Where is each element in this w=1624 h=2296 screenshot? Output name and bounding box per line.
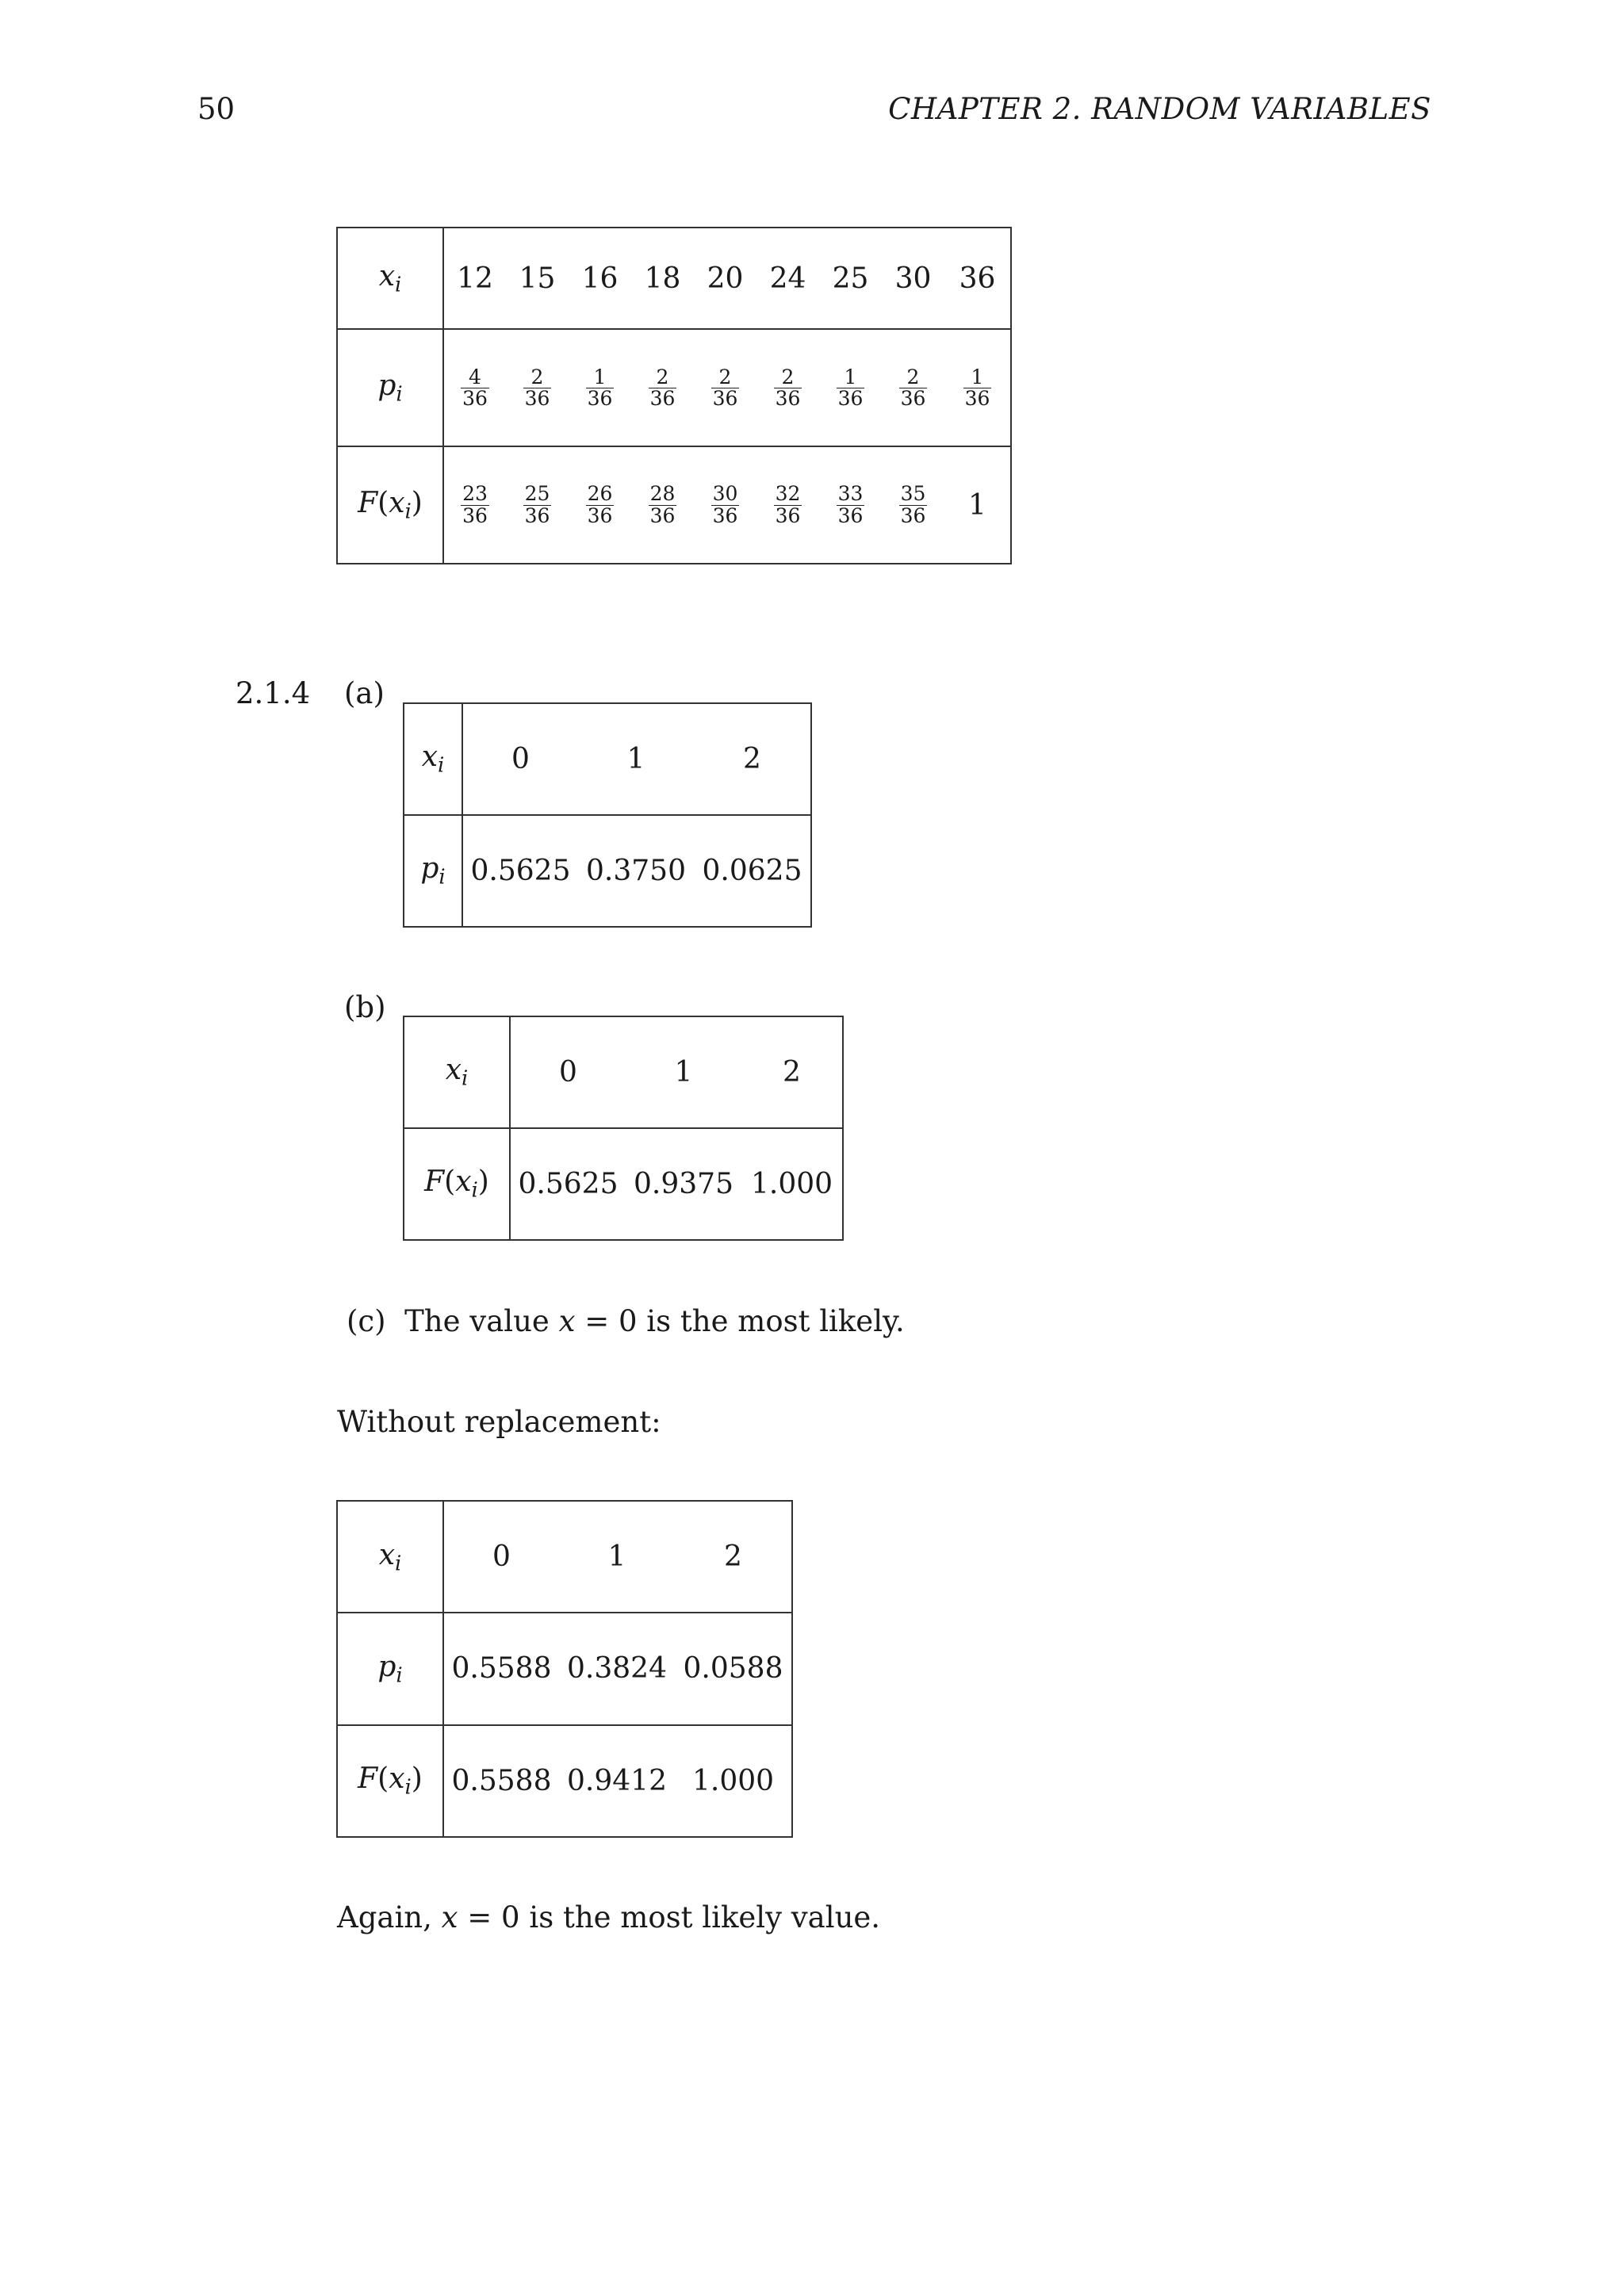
x-value: 30 <box>894 262 932 295</box>
without-replacement-heading: Without replacement: <box>337 1405 661 1439</box>
p-value: $\frac{2}{36}$ <box>756 329 819 446</box>
table-part-a <box>403 702 812 928</box>
p-value: 0.0625 <box>694 815 811 927</box>
F-row-header: $F(x_i)$ <box>404 1128 510 1240</box>
p-value: $\frac{2}{36}$ <box>694 329 756 446</box>
p-row-header: $p_i$ <box>404 815 462 927</box>
problem-number: 2.1.4 <box>236 676 311 710</box>
conclusion-text: Again, <box>337 1900 442 1934</box>
part-c-statement <box>347 1304 905 1338</box>
x-value: 2 <box>783 1056 801 1089</box>
x-value: 0 <box>492 1540 511 1574</box>
F-value: 1.000 <box>675 1725 792 1837</box>
conclusion-variable: x <box>441 1900 458 1934</box>
conclusion-equation: = 0 <box>458 1900 520 1934</box>
x-value: 36 <box>959 262 996 295</box>
x-row <box>337 228 1011 329</box>
F-value: $\frac{28}{36}$ <box>631 446 694 564</box>
x-value: 2 <box>743 743 761 775</box>
F-value: $\frac{35}{36}$ <box>882 446 944 564</box>
p-row-header: $p_i$ <box>337 1613 443 1724</box>
page-number: 50 <box>197 92 236 126</box>
x-value: 2 <box>724 1540 742 1574</box>
p-value: $\frac{1}{36}$ <box>569 329 631 446</box>
p-value: $\frac{2}{36}$ <box>882 329 944 446</box>
x-row-header: $x_i$ <box>404 1016 510 1128</box>
x-value: 0 <box>511 743 530 775</box>
p-row-header: $p_i$ <box>337 329 443 446</box>
F-value: $\frac{33}{36}$ <box>819 446 882 564</box>
x-row <box>337 1501 792 1613</box>
F-value: $\frac{23}{36}$ <box>443 446 506 564</box>
F-value: $\frac{32}{36}$ <box>756 446 819 564</box>
x-row-header: $x_i$ <box>337 228 443 329</box>
F-value: 1 <box>944 446 1011 564</box>
x-value: 1 <box>626 743 645 775</box>
p-value: $\frac{2}{36}$ <box>631 329 694 446</box>
p-value: 0.5625 <box>462 815 578 927</box>
x-row-header: $x_i$ <box>404 703 462 815</box>
F-value: 1.000 <box>741 1128 843 1240</box>
F-row-header: $F(x_i)$ <box>337 446 443 564</box>
x-value: 0 <box>559 1056 577 1089</box>
F-row <box>337 1725 792 1837</box>
x-row <box>404 703 811 815</box>
F-value: 0.9375 <box>626 1128 741 1240</box>
part-c-label: (c) <box>347 1304 386 1338</box>
x-row-header: $x_i$ <box>337 1501 443 1613</box>
p-value: 0.3824 <box>559 1613 675 1724</box>
p-value: 0.3750 <box>578 815 694 927</box>
x-value: 20 <box>707 262 744 295</box>
F-value: $\frac{30}{36}$ <box>694 446 756 564</box>
x-value: 25 <box>832 262 869 295</box>
table-without-replacement <box>336 1500 793 1838</box>
F-value: 0.9412 <box>559 1725 675 1837</box>
running-header: CHAPTER 2. RANDOM VARIABLES <box>888 92 1431 126</box>
p-value: $\frac{4}{36}$ <box>443 329 506 446</box>
x-row <box>404 1016 843 1128</box>
F-value: 0.5625 <box>510 1128 626 1240</box>
F-value: $\frac{25}{36}$ <box>506 446 569 564</box>
p-row <box>337 329 1011 446</box>
x-value: 15 <box>519 262 556 295</box>
p-value: 0.5588 <box>443 1613 559 1724</box>
distribution-table-top <box>336 227 1012 564</box>
part-c-equation: = 0 <box>575 1304 638 1338</box>
x-value: 24 <box>769 262 806 295</box>
F-value: 0.5588 <box>443 1725 559 1837</box>
x-value: 18 <box>644 262 681 295</box>
part-c-text-end: is the most likely. <box>637 1304 905 1338</box>
p-value: 0.0588 <box>675 1613 792 1724</box>
F-row-header: $F(x_i)$ <box>337 1725 443 1837</box>
p-row <box>404 815 811 927</box>
p-value: $\frac{1}{36}$ <box>944 329 1011 446</box>
x-value: 12 <box>457 262 493 295</box>
F-row <box>404 1128 843 1240</box>
p-value: $\frac{2}{36}$ <box>506 329 569 446</box>
part-b-label: (b) <box>344 990 386 1024</box>
table-part-b <box>403 1016 844 1241</box>
F-row <box>337 446 1011 564</box>
part-c-text: The value <box>404 1304 550 1338</box>
x-value: 16 <box>581 262 619 295</box>
part-c-variable: x <box>558 1304 576 1338</box>
p-value: $\frac{1}{36}$ <box>819 329 882 446</box>
conclusion-statement <box>337 1900 880 1934</box>
conclusion-text-end: is the most likely value. <box>519 1900 881 1934</box>
x-value: 1 <box>607 1540 626 1574</box>
part-a-label: (a) <box>344 676 385 710</box>
p-row <box>337 1613 792 1724</box>
x-value: 1 <box>674 1056 693 1089</box>
F-value: $\frac{26}{36}$ <box>569 446 631 564</box>
